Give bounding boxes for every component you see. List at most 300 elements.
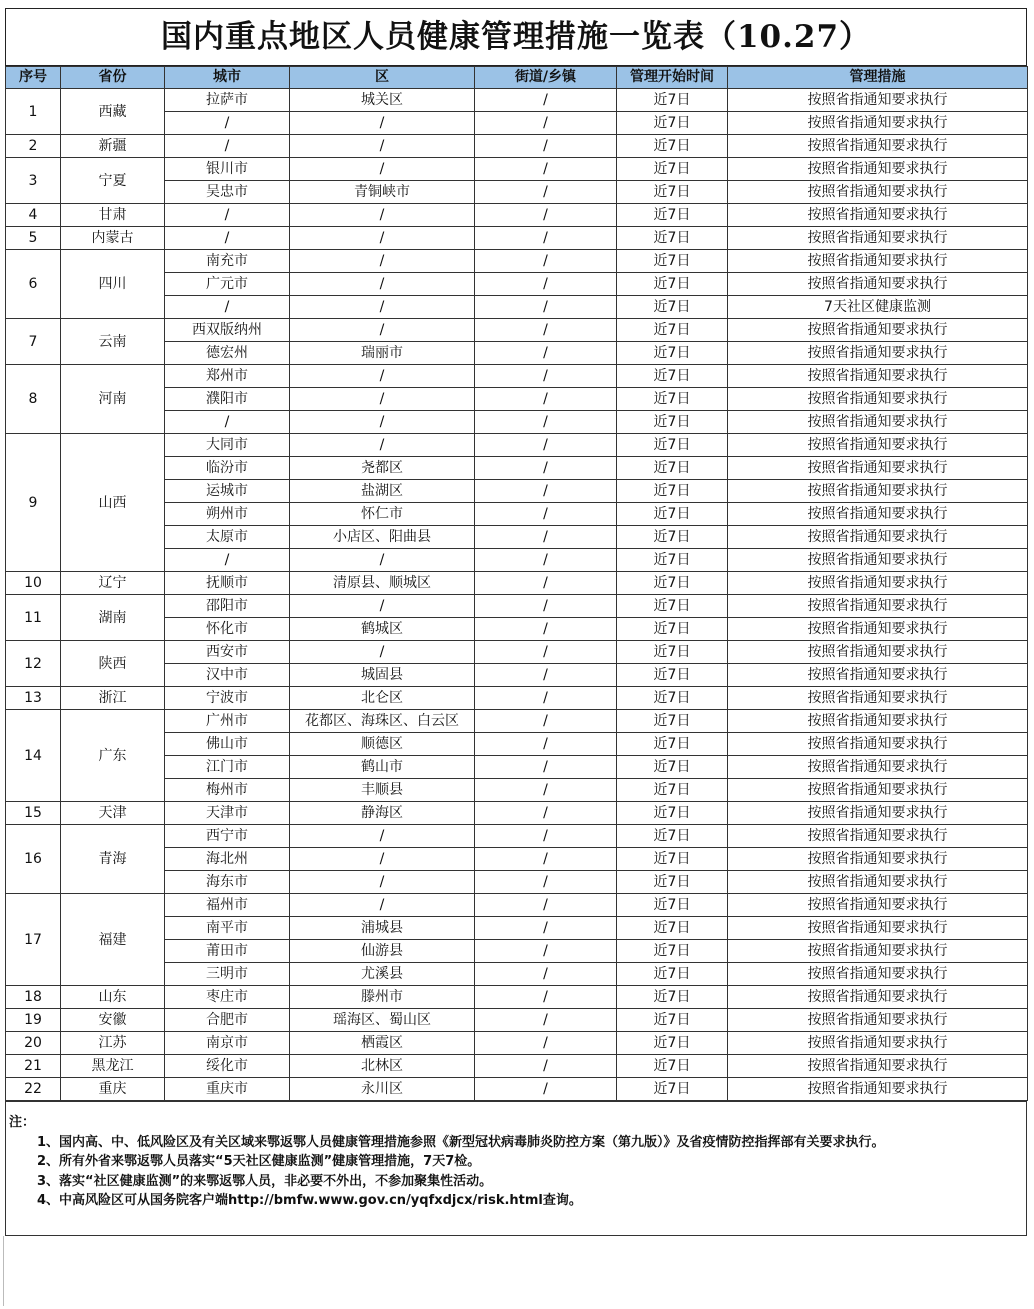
cell-district: 尧都区 — [290, 457, 475, 480]
cell-province: 山东 — [61, 986, 165, 1009]
header-measure: 管理措施 — [728, 67, 1028, 89]
cell-no: 22 — [6, 1078, 61, 1101]
cell-city: 莆田市 — [165, 940, 290, 963]
cell-start-time: 近7日 — [617, 273, 728, 296]
cell-start-time: 近7日 — [617, 848, 728, 871]
cell-start-time: 近7日 — [617, 618, 728, 641]
cell-city: 大同市 — [165, 434, 290, 457]
cell-street: / — [475, 388, 617, 411]
cell-street: / — [475, 802, 617, 825]
cell-street: / — [475, 825, 617, 848]
table-row — [6, 687, 1028, 710]
cell-measure: 按照省指通知要求执行 — [728, 112, 1028, 135]
cell-measure: 按照省指通知要求执行 — [728, 549, 1028, 572]
cell-start-time: 近7日 — [617, 779, 728, 802]
cell-no: 8 — [6, 365, 61, 434]
cell-start-time: 近7日 — [617, 917, 728, 940]
notes-heading: 注： — [9, 1115, 36, 1130]
cell-city: 银川市 — [165, 158, 290, 181]
cell-street: / — [475, 940, 617, 963]
cell-measure: 按照省指通知要求执行 — [728, 940, 1028, 963]
cell-city: 德宏州 — [165, 342, 290, 365]
cell-start-time: 近7日 — [617, 710, 728, 733]
cell-district: / — [290, 112, 475, 135]
cell-no: 7 — [6, 319, 61, 365]
cell-city: 太原市 — [165, 526, 290, 549]
cell-street: / — [475, 457, 617, 480]
cell-measure: 按照省指通知要求执行 — [728, 388, 1028, 411]
cell-city: 拉萨市 — [165, 89, 290, 112]
cell-province: 山西 — [61, 434, 165, 572]
table-row — [6, 227, 1028, 250]
cell-district: 怀仁市 — [290, 503, 475, 526]
cell-city: 西安市 — [165, 641, 290, 664]
table-row — [6, 135, 1028, 158]
cell-measure: 按照省指通知要求执行 — [728, 848, 1028, 871]
cell-city: 合肥市 — [165, 1009, 290, 1032]
cell-district: / — [290, 227, 475, 250]
cell-measure: 按照省指通知要求执行 — [728, 89, 1028, 112]
cell-district: 浦城县 — [290, 917, 475, 940]
cell-measure: 按照省指通知要求执行 — [728, 825, 1028, 848]
cell-district: 盐湖区 — [290, 480, 475, 503]
header-no: 序号 — [6, 67, 61, 89]
cell-measure: 按照省指通知要求执行 — [728, 618, 1028, 641]
cell-city: 江门市 — [165, 756, 290, 779]
cell-no: 2 — [6, 135, 61, 158]
cell-district: 鹤山市 — [290, 756, 475, 779]
cell-start-time: 近7日 — [617, 480, 728, 503]
cell-district: 丰顺县 — [290, 779, 475, 802]
cell-start-time: 近7日 — [617, 365, 728, 388]
cell-city: 朔州市 — [165, 503, 290, 526]
table-row — [6, 986, 1028, 1009]
cell-measure: 按照省指通知要求执行 — [728, 434, 1028, 457]
cell-city: 重庆市 — [165, 1078, 290, 1101]
note-item: 2、所有外省来鄂返鄂人员落实“5天社区健康监测”健康管理措施，7天7检。 — [37, 1154, 481, 1169]
cell-street: / — [475, 917, 617, 940]
cell-district: / — [290, 641, 475, 664]
cell-start-time: 近7日 — [617, 434, 728, 457]
cell-street: / — [475, 89, 617, 112]
cell-measure: 按照省指通知要求执行 — [728, 204, 1028, 227]
cell-no: 19 — [6, 1009, 61, 1032]
cell-city: 抚顺市 — [165, 572, 290, 595]
cell-district: / — [290, 319, 475, 342]
cell-province: 安徽 — [61, 1009, 165, 1032]
cell-measure: 按照省指通知要求执行 — [728, 273, 1028, 296]
cell-city: / — [165, 135, 290, 158]
cell-no: 3 — [6, 158, 61, 204]
cell-start-time: 近7日 — [617, 1032, 728, 1055]
cell-no: 17 — [6, 894, 61, 986]
table-row — [6, 572, 1028, 595]
table-row — [6, 1055, 1028, 1078]
cell-district: 城固县 — [290, 664, 475, 687]
cell-start-time: 近7日 — [617, 549, 728, 572]
table-row — [6, 825, 1028, 848]
cell-street: / — [475, 1078, 617, 1101]
cell-street: / — [475, 365, 617, 388]
cell-street: / — [475, 135, 617, 158]
cell-district: 城关区 — [290, 89, 475, 112]
cell-street: / — [475, 986, 617, 1009]
cell-city: 西双版纳州 — [165, 319, 290, 342]
cell-district: / — [290, 411, 475, 434]
cell-no: 12 — [6, 641, 61, 687]
table-row — [6, 1032, 1028, 1055]
cell-measure: 按照省指通知要求执行 — [728, 480, 1028, 503]
cell-district: 滕州市 — [290, 986, 475, 1009]
cell-province: 广东 — [61, 710, 165, 802]
cell-province: 甘肃 — [61, 204, 165, 227]
cell-start-time: 近7日 — [617, 802, 728, 825]
cell-city: 绥化市 — [165, 1055, 290, 1078]
cell-street: / — [475, 549, 617, 572]
cell-district: 静海区 — [290, 802, 475, 825]
cell-start-time: 近7日 — [617, 1055, 728, 1078]
cell-district: 小店区、阳曲县 — [290, 526, 475, 549]
cell-district: 瑶海区、蜀山区 — [290, 1009, 475, 1032]
cell-city: 运城市 — [165, 480, 290, 503]
cell-street: / — [475, 250, 617, 273]
cell-district: 鹤城区 — [290, 618, 475, 641]
cell-measure: 按照省指通知要求执行 — [728, 894, 1028, 917]
cell-start-time: 近7日 — [617, 158, 728, 181]
cell-street: / — [475, 342, 617, 365]
cell-start-time: 近7日 — [617, 457, 728, 480]
cell-province: 河南 — [61, 365, 165, 434]
cell-city: / — [165, 549, 290, 572]
page-title: 国内重点地区人员健康管理措施一览表（10.27） — [5, 8, 1027, 66]
cell-city: 广州市 — [165, 710, 290, 733]
cell-measure: 7天社区健康监测 — [728, 296, 1028, 319]
cell-province: 福建 — [61, 894, 165, 986]
cell-city: 三明市 — [165, 963, 290, 986]
cell-street: / — [475, 963, 617, 986]
cell-district: 栖霞区 — [290, 1032, 475, 1055]
cell-start-time: 近7日 — [617, 89, 728, 112]
cell-street: / — [475, 1032, 617, 1055]
sheet-gridline — [3, 1236, 4, 1306]
cell-no: 9 — [6, 434, 61, 572]
cell-district: / — [290, 204, 475, 227]
cell-city: / — [165, 112, 290, 135]
cell-city: 梅州市 — [165, 779, 290, 802]
cell-measure: 按照省指通知要求执行 — [728, 227, 1028, 250]
table-row — [6, 802, 1028, 825]
cell-measure: 按照省指通知要求执行 — [728, 871, 1028, 894]
table-row — [6, 158, 1028, 181]
cell-measure: 按照省指通知要求执行 — [728, 1078, 1028, 1101]
cell-no: 14 — [6, 710, 61, 802]
table-row — [6, 595, 1028, 618]
cell-city: 福州市 — [165, 894, 290, 917]
cell-start-time: 近7日 — [617, 503, 728, 526]
cell-city: 天津市 — [165, 802, 290, 825]
cell-city: / — [165, 296, 290, 319]
table-row — [6, 250, 1028, 273]
cell-street: / — [475, 710, 617, 733]
cell-district: 顺德区 — [290, 733, 475, 756]
cell-start-time: 近7日 — [617, 204, 728, 227]
table-row — [6, 894, 1028, 917]
cell-district: 花都区、海珠区、白云区 — [290, 710, 475, 733]
cell-start-time: 近7日 — [617, 181, 728, 204]
cell-district: 瑞丽市 — [290, 342, 475, 365]
table-row — [6, 89, 1028, 112]
cell-province: 青海 — [61, 825, 165, 894]
cell-district: 北仑区 — [290, 687, 475, 710]
cell-district: / — [290, 871, 475, 894]
cell-start-time: 近7日 — [617, 135, 728, 158]
cell-measure: 按照省指通知要求执行 — [728, 710, 1028, 733]
header-start-time: 管理开始时间 — [617, 67, 728, 89]
cell-measure: 按照省指通知要求执行 — [728, 1009, 1028, 1032]
cell-measure: 按照省指通知要求执行 — [728, 986, 1028, 1009]
cell-start-time: 近7日 — [617, 319, 728, 342]
cell-street: / — [475, 894, 617, 917]
cell-street: / — [475, 526, 617, 549]
cell-measure: 按照省指通知要求执行 — [728, 457, 1028, 480]
header-street: 街道/乡镇 — [475, 67, 617, 89]
cell-city: 海东市 — [165, 871, 290, 894]
cell-province: 内蒙古 — [61, 227, 165, 250]
cell-province: 辽宁 — [61, 572, 165, 595]
cell-district: / — [290, 825, 475, 848]
header-city: 城市 — [165, 67, 290, 89]
table-body — [6, 89, 1028, 1101]
cell-start-time: 近7日 — [617, 733, 728, 756]
cell-street: / — [475, 664, 617, 687]
cell-province: 四川 — [61, 250, 165, 319]
cell-province: 西藏 — [61, 89, 165, 135]
cell-city: 南充市 — [165, 250, 290, 273]
cell-street: / — [475, 687, 617, 710]
cell-measure: 按照省指通知要求执行 — [728, 181, 1028, 204]
cell-province: 湖南 — [61, 595, 165, 641]
cell-start-time: 近7日 — [617, 388, 728, 411]
table-row — [6, 319, 1028, 342]
cell-start-time: 近7日 — [617, 894, 728, 917]
cell-measure: 按照省指通知要求执行 — [728, 779, 1028, 802]
note-item: 4、中高风险区可从国务院客户端http://bmfw.www.gov.cn/yqfxdjcx/risk.html查询。 — [37, 1193, 582, 1208]
cell-no: 15 — [6, 802, 61, 825]
cell-measure: 按照省指通知要求执行 — [728, 411, 1028, 434]
cell-no: 11 — [6, 595, 61, 641]
cell-district: / — [290, 250, 475, 273]
notes-section — [5, 1101, 1027, 1236]
cell-measure: 按照省指通知要求执行 — [728, 802, 1028, 825]
table-row — [6, 204, 1028, 227]
cell-measure: 按照省指通知要求执行 — [728, 1032, 1028, 1055]
cell-start-time: 近7日 — [617, 940, 728, 963]
cell-street: / — [475, 296, 617, 319]
cell-no: 16 — [6, 825, 61, 894]
cell-province: 宁夏 — [61, 158, 165, 204]
cell-street: / — [475, 779, 617, 802]
table-row — [6, 641, 1028, 664]
cell-start-time: 近7日 — [617, 227, 728, 250]
cell-street: / — [475, 434, 617, 457]
header-row — [6, 67, 1028, 89]
cell-street: / — [475, 733, 617, 756]
cell-measure: 按照省指通知要求执行 — [728, 1055, 1028, 1078]
cell-district: / — [290, 894, 475, 917]
cell-district: / — [290, 549, 475, 572]
cell-district: / — [290, 273, 475, 296]
cell-start-time: 近7日 — [617, 572, 728, 595]
note-item: 3、落实“社区健康监测”的来鄂返鄂人员，非必要不外出，不参加聚集性活动。 — [37, 1173, 493, 1189]
cell-province: 天津 — [61, 802, 165, 825]
cell-city: 南京市 — [165, 1032, 290, 1055]
header-district: 区 — [290, 67, 475, 89]
cell-no: 1 — [6, 89, 61, 135]
cell-start-time: 近7日 — [617, 411, 728, 434]
table-row — [6, 1078, 1028, 1101]
cell-start-time: 近7日 — [617, 1078, 728, 1101]
cell-province: 重庆 — [61, 1078, 165, 1101]
cell-street: / — [475, 319, 617, 342]
cell-city: 濮阳市 — [165, 388, 290, 411]
cell-city: / — [165, 204, 290, 227]
cell-measure: 按照省指通知要求执行 — [728, 135, 1028, 158]
cell-measure: 按照省指通知要求执行 — [728, 342, 1028, 365]
cell-city: 吴忠市 — [165, 181, 290, 204]
cell-measure: 按照省指通知要求执行 — [728, 733, 1028, 756]
cell-street: / — [475, 848, 617, 871]
cell-city: 海北州 — [165, 848, 290, 871]
cell-measure: 按照省指通知要求执行 — [728, 595, 1028, 618]
cell-province: 江苏 — [61, 1032, 165, 1055]
cell-district: / — [290, 388, 475, 411]
cell-no: 4 — [6, 204, 61, 227]
cell-city: 枣庄市 — [165, 986, 290, 1009]
cell-province: 新疆 — [61, 135, 165, 158]
cell-street: / — [475, 204, 617, 227]
cell-district: / — [290, 848, 475, 871]
cell-start-time: 近7日 — [617, 664, 728, 687]
cell-street: / — [475, 158, 617, 181]
cell-start-time: 近7日 — [617, 595, 728, 618]
cell-street: / — [475, 411, 617, 434]
cell-street: / — [475, 1055, 617, 1078]
cell-measure: 按照省指通知要求执行 — [728, 641, 1028, 664]
cell-district: 青铜峡市 — [290, 181, 475, 204]
cell-street: / — [475, 112, 617, 135]
cell-street: / — [475, 572, 617, 595]
cell-no: 21 — [6, 1055, 61, 1078]
cell-city: 西宁市 — [165, 825, 290, 848]
cell-start-time: 近7日 — [617, 250, 728, 273]
cell-street: / — [475, 480, 617, 503]
cell-district: 尤溪县 — [290, 963, 475, 986]
cell-no: 5 — [6, 227, 61, 250]
cell-street: / — [475, 227, 617, 250]
cell-district: / — [290, 135, 475, 158]
cell-start-time: 近7日 — [617, 342, 728, 365]
cell-province: 黑龙江 — [61, 1055, 165, 1078]
cell-start-time: 近7日 — [617, 756, 728, 779]
cell-street: / — [475, 871, 617, 894]
cell-street: / — [475, 1009, 617, 1032]
cell-street: / — [475, 618, 617, 641]
cell-measure: 按照省指通知要求执行 — [728, 503, 1028, 526]
cell-start-time: 近7日 — [617, 871, 728, 894]
cell-city: 邵阳市 — [165, 595, 290, 618]
header-province: 省份 — [61, 67, 165, 89]
cell-no: 18 — [6, 986, 61, 1009]
table-row — [6, 1009, 1028, 1032]
cell-start-time: 近7日 — [617, 641, 728, 664]
cell-city: 临汾市 — [165, 457, 290, 480]
cell-measure: 按照省指通知要求执行 — [728, 917, 1028, 940]
cell-measure: 按照省指通知要求执行 — [728, 664, 1028, 687]
cell-no: 13 — [6, 687, 61, 710]
cell-measure: 按照省指通知要求执行 — [728, 158, 1028, 181]
cell-city: / — [165, 411, 290, 434]
cell-no: 20 — [6, 1032, 61, 1055]
cell-street: / — [475, 641, 617, 664]
cell-city: 汉中市 — [165, 664, 290, 687]
cell-measure: 按照省指通知要求执行 — [728, 572, 1028, 595]
cell-street: / — [475, 503, 617, 526]
cell-start-time: 近7日 — [617, 112, 728, 135]
cell-district: / — [290, 296, 475, 319]
cell-start-time: 近7日 — [617, 963, 728, 986]
table-row — [6, 434, 1028, 457]
cell-no: 10 — [6, 572, 61, 595]
cell-start-time: 近7日 — [617, 526, 728, 549]
measures-table — [5, 66, 1028, 1101]
table-row — [6, 710, 1028, 733]
cell-city: 佛山市 — [165, 733, 290, 756]
cell-measure: 按照省指通知要求执行 — [728, 963, 1028, 986]
cell-start-time: 近7日 — [617, 687, 728, 710]
cell-city: 怀化市 — [165, 618, 290, 641]
cell-city: 广元市 — [165, 273, 290, 296]
note-item: 1、国内高、中、低风险区及有关区域来鄂返鄂人员健康管理措施参照《新型冠状病毒肺炎防控方案（第九版）》及省疫情防控指挥部有关要求执行。 — [37, 1134, 885, 1150]
cell-district: / — [290, 365, 475, 388]
cell-city: / — [165, 227, 290, 250]
cell-measure: 按照省指通知要求执行 — [728, 756, 1028, 779]
cell-street: / — [475, 756, 617, 779]
cell-district: / — [290, 434, 475, 457]
cell-city: 南平市 — [165, 917, 290, 940]
cell-start-time: 近7日 — [617, 825, 728, 848]
cell-district: / — [290, 158, 475, 181]
cell-measure: 按照省指通知要求执行 — [728, 687, 1028, 710]
cell-street: / — [475, 181, 617, 204]
cell-measure: 按照省指通知要求执行 — [728, 365, 1028, 388]
cell-start-time: 近7日 — [617, 1009, 728, 1032]
table-row — [6, 365, 1028, 388]
cell-district: 仙游县 — [290, 940, 475, 963]
cell-province: 云南 — [61, 319, 165, 365]
cell-no: 6 — [6, 250, 61, 319]
cell-city: 郑州市 — [165, 365, 290, 388]
cell-city: 宁波市 — [165, 687, 290, 710]
cell-province: 陕西 — [61, 641, 165, 687]
cell-district: 永川区 — [290, 1078, 475, 1101]
cell-street: / — [475, 595, 617, 618]
cell-start-time: 近7日 — [617, 986, 728, 1009]
cell-district: 北林区 — [290, 1055, 475, 1078]
cell-province: 浙江 — [61, 687, 165, 710]
cell-measure: 按照省指通知要求执行 — [728, 319, 1028, 342]
cell-street: / — [475, 273, 617, 296]
cell-start-time: 近7日 — [617, 296, 728, 319]
